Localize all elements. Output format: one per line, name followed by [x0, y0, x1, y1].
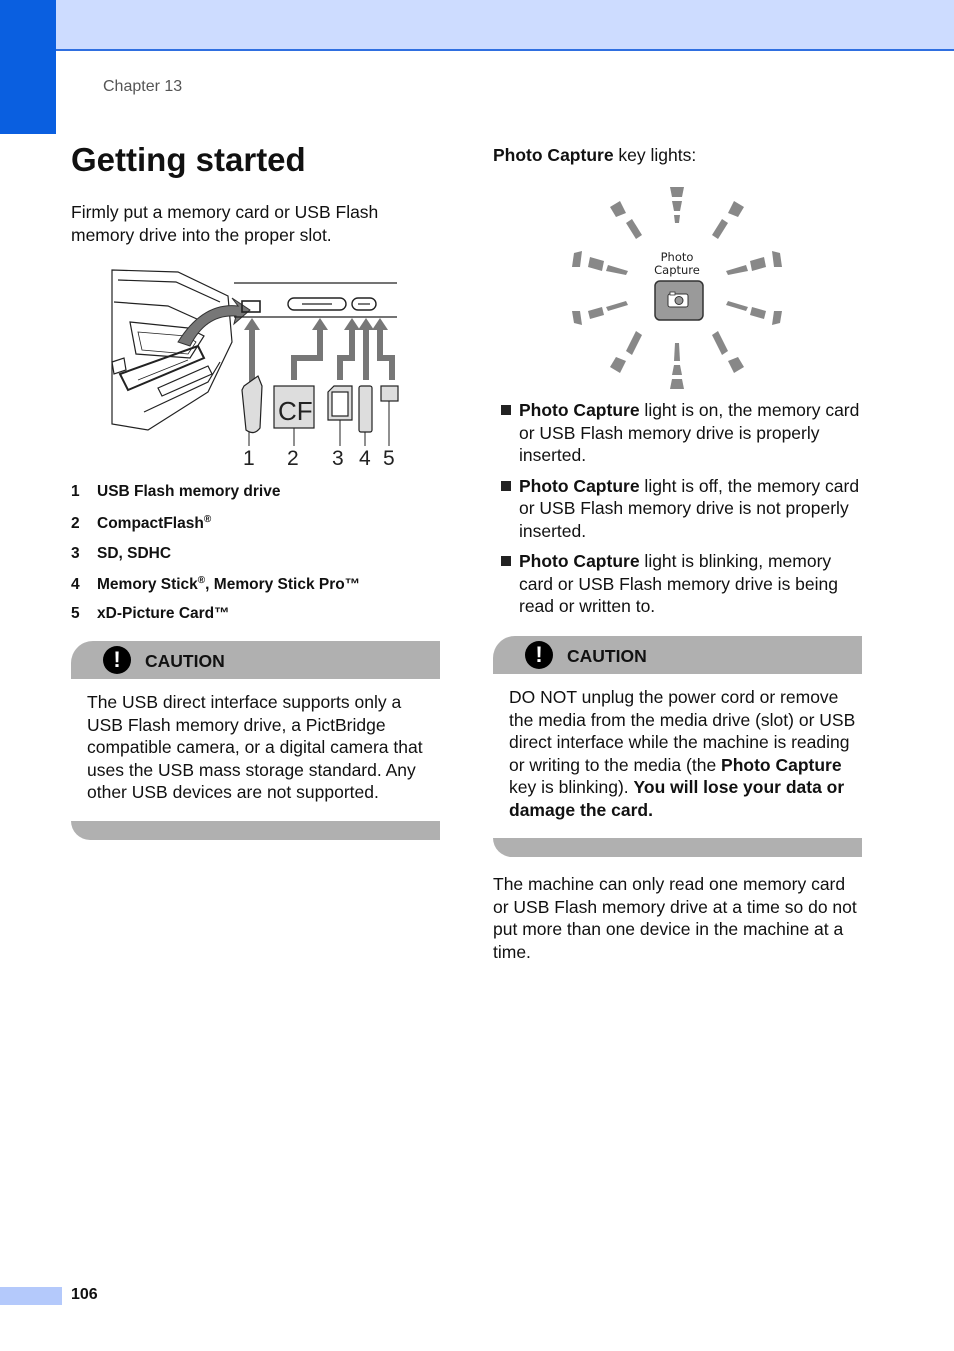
caution-label: CAUTION [567, 646, 647, 666]
page-title: Getting started [71, 141, 306, 178]
caution-box-unplug [493, 636, 862, 821]
legend-item: 1 USB Flash memory drive [71, 483, 281, 500]
figure-label-4: 4 [359, 447, 371, 470]
status-bullet-list [493, 399, 861, 626]
caution-footer [493, 838, 862, 857]
bullet-square-icon [501, 556, 511, 566]
legend-item: 5 xD-Picture Card™ [71, 605, 230, 622]
key-label-line1: Photo [660, 250, 694, 264]
header-band [0, 0, 954, 51]
media-slot-illustration [108, 262, 408, 472]
photo-capture-key-illustration [568, 183, 786, 393]
list-item: Photo Capture light is off, the memory card or USB Flash memory drive is not properly inserted. [493, 475, 861, 543]
camera-icon [668, 292, 688, 307]
chapter-tab [0, 0, 56, 134]
page-number: 106 [71, 1286, 98, 1303]
figure-label-3: 3 [332, 447, 344, 470]
page-number-band [0, 1287, 62, 1305]
list-item: Photo Capture light is blinking, memory card or USB Flash memory drive is being read or written to. [493, 550, 861, 618]
figure-label-5: 5 [383, 447, 395, 470]
caution-body: The USB direct interface supports only a USB Flash memory drive, a PictBridge compatible camera, or a digital camera that uses the USB mass storage standard. Any other USB devices are not supported. [87, 692, 423, 802]
chapter-label: Chapter 13 [103, 78, 183, 95]
caution-header [493, 636, 862, 674]
single-device-note: The machine can only read one memory card or USB Flash memory drive at a time so do not put more than one device in the machine at a time. [493, 874, 857, 962]
caution-footer [71, 821, 440, 840]
figure-label-2: 2 [287, 447, 299, 470]
bullet-square-icon [501, 481, 511, 491]
intro-text: Firmly put a memory card or USB Flash memory drive into the proper slot. [71, 202, 379, 245]
list-item: Photo Capture light is on, the memory card or USB Flash memory drive is properly inserted. [493, 399, 861, 467]
cf-card-label: CF [278, 396, 313, 426]
bullet-square-icon [501, 405, 511, 415]
caution-header [71, 641, 440, 679]
exclamation-icon: ! [103, 646, 131, 674]
legend-item: 3 SD, SDHC [71, 545, 172, 562]
legend-item: 4 Memory Stick®, Memory Stick Pro™ [71, 574, 361, 593]
figure-label-1: 1 [243, 447, 255, 470]
exclamation-icon: ! [525, 641, 553, 669]
caution-label: CAUTION [145, 651, 225, 671]
caution-box-usb [71, 641, 440, 804]
caution-body: DO NOT unplug the power cord or remove the media from the media drive (slot) or USB direct interface while the machine is reading or writing to the media (the Photo Capture key is blinking). You will lose your data or damage the card. [509, 687, 856, 820]
photo-capture-heading: Photo Capture key lights: [493, 145, 697, 165]
key-label-line2: Capture [654, 263, 700, 277]
legend-item: 2 CompactFlash® [71, 513, 212, 532]
